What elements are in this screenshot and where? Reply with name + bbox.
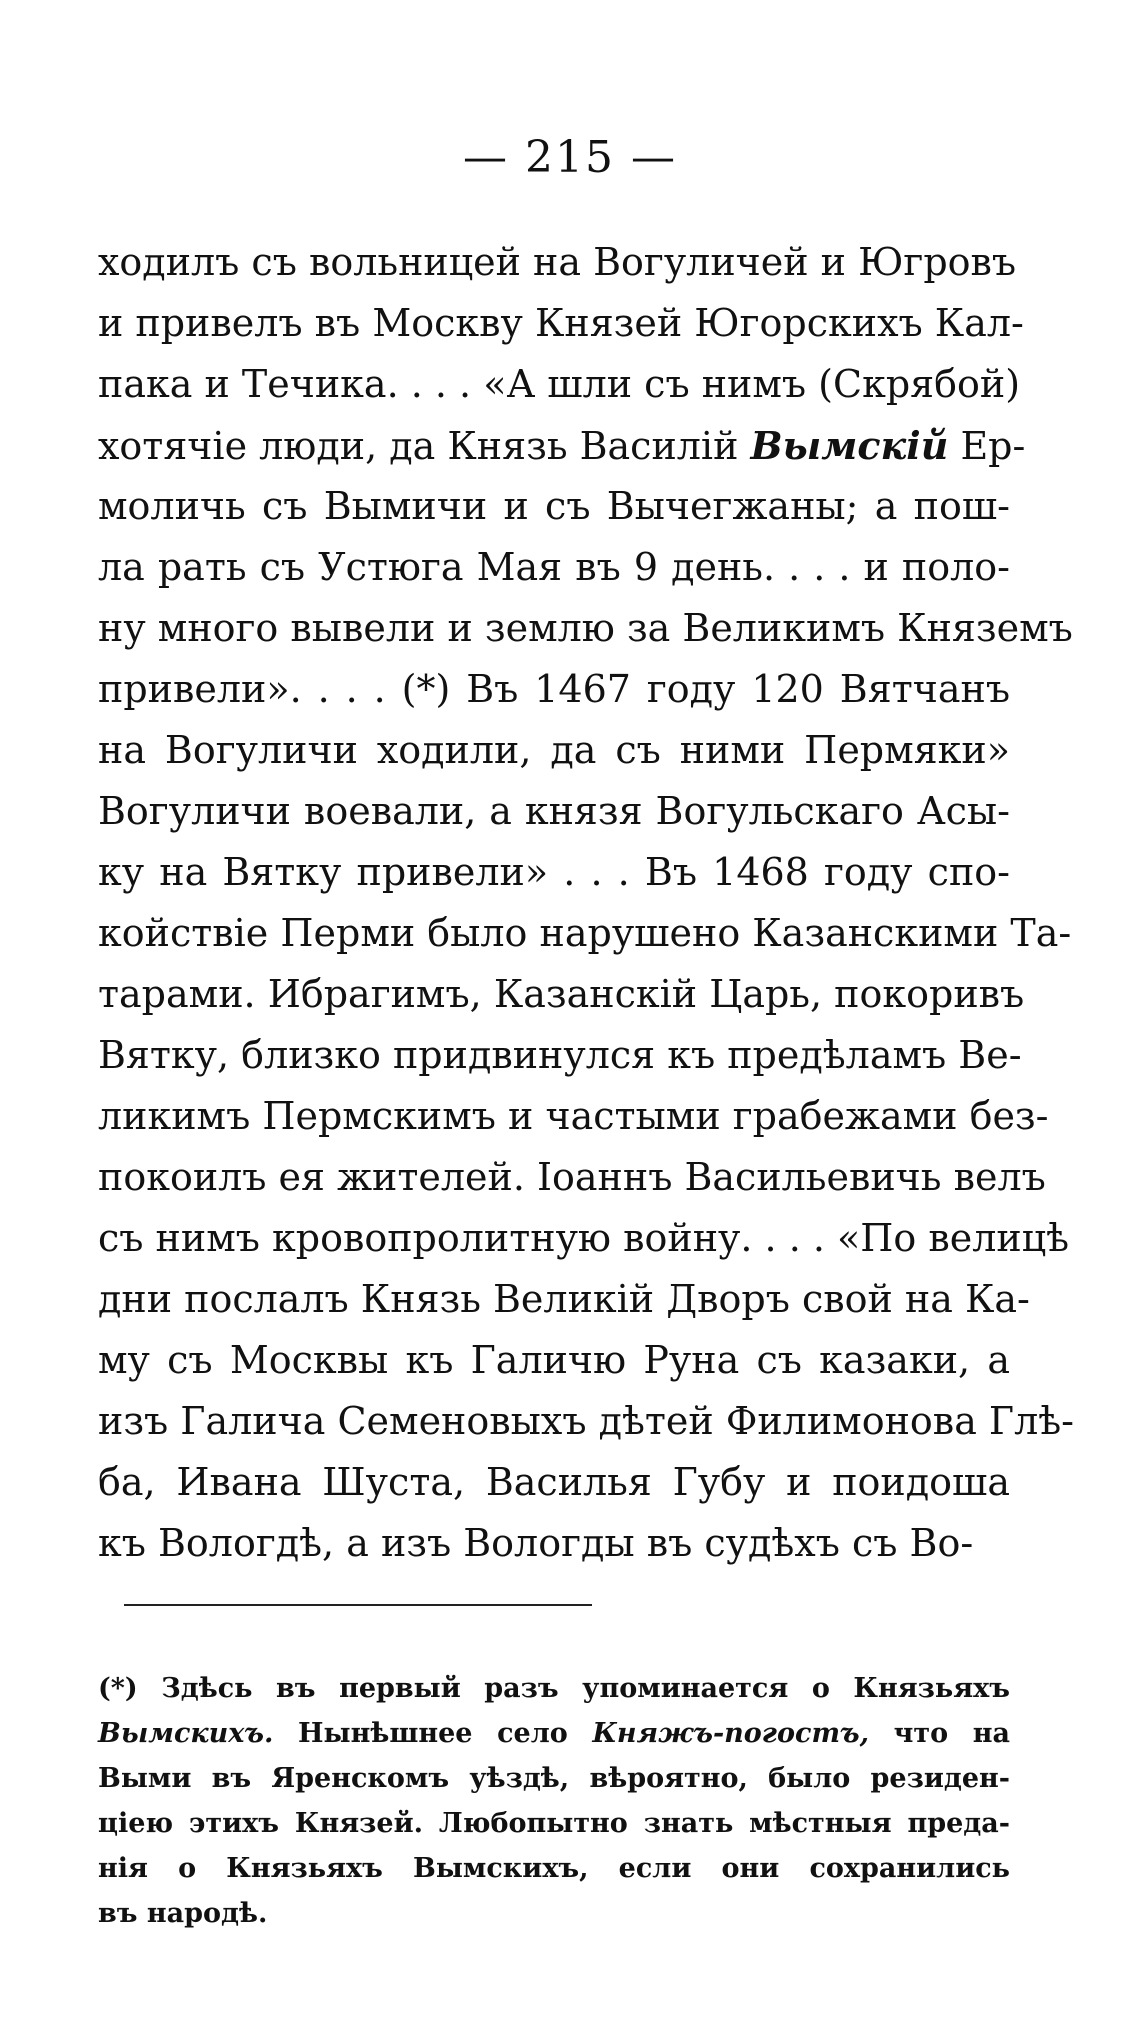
text-line: ходилъ съ вольницей на Вогуличей и Югровъ bbox=[98, 240, 1017, 284]
text-line: тарами. Ибрагимъ, Казанскій Царь, покоривъ bbox=[98, 972, 1025, 1016]
text-line: Вогуличи воевали, а князя Вогульскаго Асы- bbox=[98, 789, 1010, 833]
text-line: Вятку, близко придвинулся къ предѣламъ Ве- bbox=[98, 1033, 1022, 1077]
italic-name: Княжъ-погостъ, bbox=[592, 1718, 870, 1749]
italic-name: Вымскихъ. bbox=[98, 1718, 274, 1749]
footnote-line bbox=[98, 1666, 1010, 1711]
footnote-divider bbox=[124, 1604, 592, 1606]
text-line: пака и Течика. . . . «А шли съ нимъ (Скрябой) bbox=[98, 362, 1021, 406]
text-line: привели». . . . (*) Въ 1467 году 120 Вятчанъ bbox=[98, 667, 1010, 711]
text-line: ку на Вятку привели» . . . Въ 1468 году спо- bbox=[98, 850, 1010, 894]
page-number: — 215 — bbox=[463, 132, 677, 183]
footnote-marker: (*) bbox=[98, 1673, 138, 1704]
footnote bbox=[98, 1666, 1010, 1936]
text-line: дни послалъ Князь Великій Дворъ свой на Ка- bbox=[98, 1277, 1030, 1321]
text-line bbox=[98, 415, 1026, 476]
text-line: ла рать съ Устюга Мая въ 9 день. . . . и поло- bbox=[98, 545, 1010, 589]
text-segment: что на bbox=[893, 1718, 1010, 1749]
text-segment: Ер- bbox=[960, 424, 1026, 468]
body-text bbox=[98, 232, 1074, 1574]
text-line: покоилъ ея жителей. Іоаннъ Васильевичь велъ bbox=[98, 1155, 1046, 1199]
text-line: му съ Москвы къ Галичю Руна съ казаки, а bbox=[98, 1338, 1010, 1382]
text-line: изъ Галича Семеновыхъ дѣтей Филимонова Глѣ- bbox=[98, 1399, 1074, 1443]
footnote-line: нія о Князьяхъ Вымскихъ, если они сохранились bbox=[98, 1853, 1010, 1884]
text-segment: Здѣсь въ первый разъ упоминается о Князьяхъ bbox=[161, 1673, 1010, 1704]
text-line: ба, Ивана Шуста, Василья Губу и поидоша bbox=[98, 1460, 1010, 1504]
text-line: койствіе Перми было нарушено Казанскими Та- bbox=[98, 911, 1072, 955]
footnote-line: въ народѣ. bbox=[98, 1898, 268, 1929]
text-line: ну много вывели и землю за Великимъ Княземъ bbox=[98, 606, 1073, 650]
text-line: съ нимъ кровопролитную войну. . . . «По велицѣ bbox=[98, 1216, 1070, 1260]
footnote-line: Выми въ Яренскомъ уѣздѣ, вѣроятно, было резиден- bbox=[98, 1763, 1010, 1794]
text-line: ликимъ Пермскимъ и частыми грабежами без- bbox=[98, 1094, 1049, 1138]
text-line: моличь съ Вымичи и съ Вычегжаны; а пош- bbox=[98, 484, 1010, 528]
text-segment: хотячіе люди, да Князь Василій bbox=[98, 424, 739, 468]
text-line: и привелъ въ Москву Князей Югорскихъ Кал- bbox=[98, 301, 1024, 345]
text-segment: Нынѣшнее село bbox=[298, 1718, 568, 1749]
text-line: къ Вологдѣ, а изъ Вологды въ судѣхъ съ Во- bbox=[98, 1521, 974, 1565]
footnote-line bbox=[98, 1711, 1010, 1756]
text-line: на Вогуличи ходили, да съ ними Пермяки» bbox=[98, 728, 1010, 772]
footnote-line: ціею этихъ Князей. Любопытно знать мѣстныя преда- bbox=[98, 1808, 1010, 1839]
italic-name: Вымскій bbox=[750, 423, 949, 468]
